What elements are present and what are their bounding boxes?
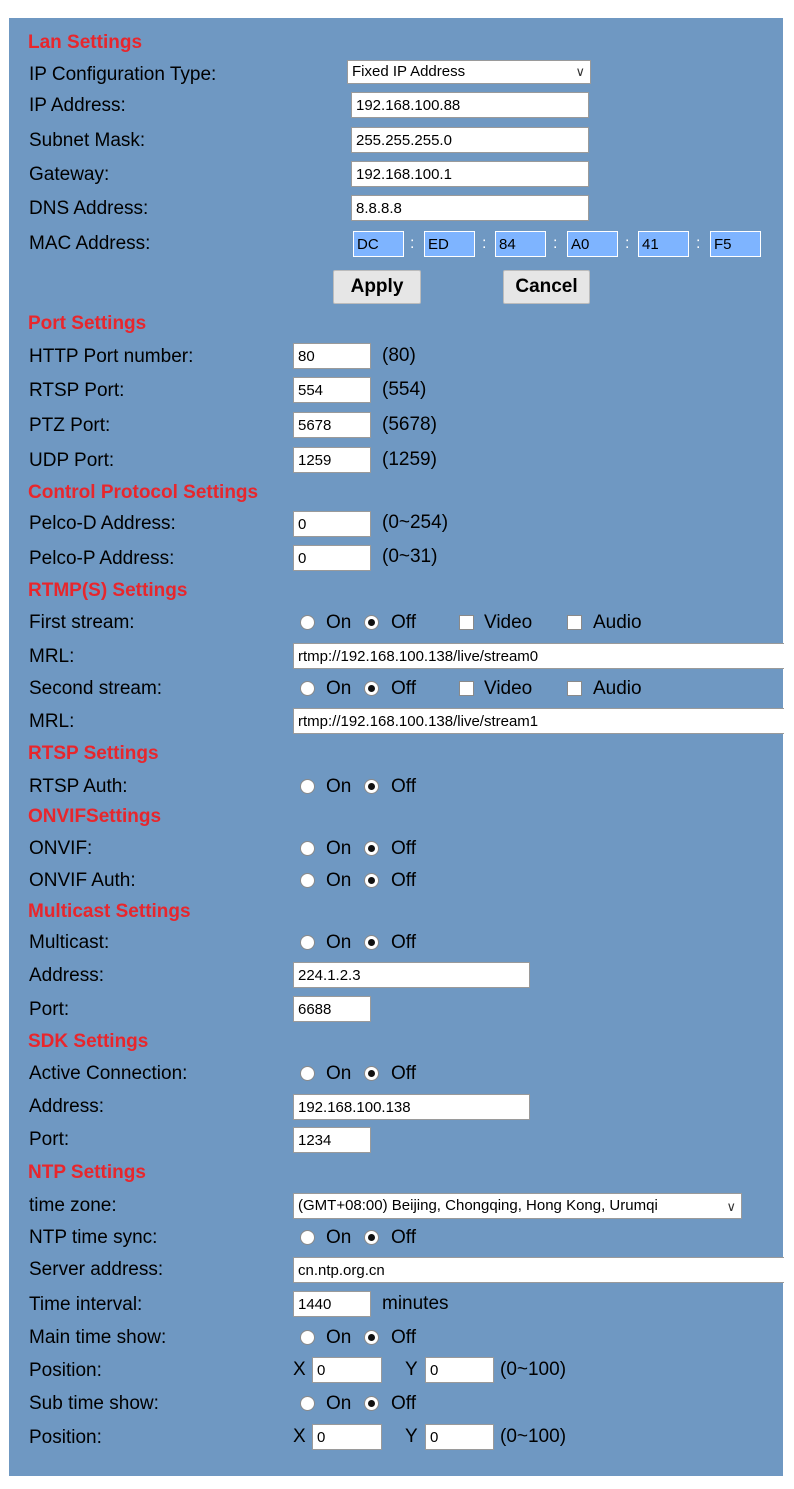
active-connection-off-radio[interactable] (364, 1066, 379, 1081)
chevron-down-icon: ∨ (726, 1199, 736, 1214)
second-stream-off-radio[interactable] (364, 681, 379, 696)
dns-address-input[interactable] (351, 195, 589, 221)
http-port-default: (80) (382, 345, 416, 366)
sdk-port-label: Port: (29, 1129, 70, 1150)
mrl-first-stream-input[interactable] (293, 643, 784, 669)
sub-time-show-label: Sub time show: (29, 1393, 159, 1414)
mac-separator: : (553, 235, 558, 252)
rtsp-port-label: RTSP Port: (29, 380, 125, 401)
main-position-range: (0~100) (500, 1359, 567, 1380)
main-position-y-input[interactable] (425, 1357, 494, 1383)
multicast-on-radio[interactable] (300, 935, 315, 950)
control-protocol-title: Control Protocol Settings (28, 482, 259, 503)
radio-on-label: On (326, 932, 352, 953)
mac-octet-3[interactable] (495, 231, 546, 257)
audio-label: Audio (593, 612, 642, 633)
apply-button[interactable]: Apply (333, 270, 421, 304)
ptz-port-default: (5678) (382, 414, 437, 435)
second-stream-audio-checkbox[interactable] (567, 681, 582, 696)
server-address-input[interactable] (293, 1257, 784, 1283)
radio-on-label: On (326, 1393, 352, 1414)
mrl-label: MRL: (29, 646, 75, 667)
pelco-p-range: (0~31) (382, 546, 438, 567)
sdk-address-input[interactable] (293, 1094, 530, 1120)
radio-off-label: Off (391, 678, 416, 699)
mac-separator: : (410, 235, 415, 252)
radio-off-label: Off (391, 838, 416, 859)
udp-port-default: (1259) (382, 449, 437, 470)
rtsp-auth-off-radio[interactable] (364, 779, 379, 794)
main-position-label: Position: (29, 1360, 102, 1381)
mac-octet-1[interactable] (353, 231, 404, 257)
radio-off-label: Off (391, 1063, 416, 1084)
sub-position-y-input[interactable] (425, 1424, 494, 1450)
onvif-on-radio[interactable] (300, 841, 315, 856)
sub-position-range: (0~100) (500, 1426, 567, 1447)
ntp-sync-off-radio[interactable] (364, 1230, 379, 1245)
radio-on-label: On (326, 612, 352, 633)
onvif-auth-off-radio[interactable] (364, 873, 379, 888)
ip-config-type-value: Fixed IP Address (352, 63, 466, 80)
chevron-down-icon: ∨ (575, 64, 585, 79)
multicast-settings-title: Multicast Settings (28, 901, 191, 922)
multicast-port-input[interactable] (293, 996, 371, 1022)
udp-port-input[interactable] (293, 447, 371, 473)
main-time-show-label: Main time show: (29, 1327, 167, 1348)
first-stream-label: First stream: (29, 612, 135, 633)
x-label: X (293, 1359, 306, 1380)
radio-on-label: On (326, 1063, 352, 1084)
sub-time-show-on-radio[interactable] (300, 1396, 315, 1411)
mac-octet-4[interactable] (567, 231, 618, 257)
time-zone-label: time zone: (29, 1195, 117, 1216)
dns-address-label: DNS Address: (29, 198, 149, 219)
rtsp-settings-title: RTSP Settings (28, 743, 159, 764)
time-interval-unit: minutes (382, 1293, 449, 1314)
radio-off-label: Off (391, 932, 416, 953)
onvif-auth-on-radio[interactable] (300, 873, 315, 888)
rtsp-port-default: (554) (382, 379, 427, 400)
time-interval-label: Time interval: (29, 1294, 143, 1315)
radio-on-label: On (326, 838, 352, 859)
pelco-p-input[interactable] (293, 545, 371, 571)
radio-off-label: Off (391, 1393, 416, 1414)
rtsp-auth-on-radio[interactable] (300, 779, 315, 794)
ip-address-label: IP Address: (29, 95, 126, 116)
mac-octet-6[interactable] (710, 231, 761, 257)
main-time-show-on-radio[interactable] (300, 1330, 315, 1345)
cancel-button[interactable]: Cancel (503, 270, 590, 304)
radio-off-label: Off (391, 870, 416, 891)
rtsp-port-input[interactable] (293, 377, 371, 403)
main-position-x-input[interactable] (312, 1357, 382, 1383)
ntp-settings-title: NTP Settings (28, 1162, 146, 1183)
first-stream-audio-checkbox[interactable] (567, 615, 582, 630)
sub-position-x-input[interactable] (312, 1424, 382, 1450)
sub-position-label: Position: (29, 1427, 102, 1448)
ptz-port-label: PTZ Port: (29, 415, 111, 436)
audio-label: Audio (593, 678, 642, 699)
mrl-label: MRL: (29, 711, 75, 732)
radio-on-label: On (326, 1327, 352, 1348)
video-label: Video (484, 612, 533, 633)
radio-on-label: On (326, 776, 352, 797)
ip-config-type-select[interactable] (347, 60, 591, 84)
first-stream-on-radio[interactable] (300, 615, 315, 630)
sdk-port-input[interactable] (293, 1127, 371, 1153)
multicast-label: Multicast: (29, 932, 110, 953)
time-interval-input[interactable] (293, 1291, 371, 1317)
ntp-sync-on-radio[interactable] (300, 1230, 315, 1245)
http-port-label: HTTP Port number: (29, 346, 194, 367)
rtmp-settings-title: RTMP(S) Settings (28, 580, 188, 601)
port-settings-title: Port Settings (28, 313, 147, 334)
mac-address-label: MAC Address: (29, 233, 151, 254)
mac-separator: : (696, 235, 701, 252)
sub-time-show-off-radio[interactable] (364, 1396, 379, 1411)
pelco-p-label: Pelco-P Address: (29, 548, 175, 569)
first-stream-off-radio[interactable] (364, 615, 379, 630)
main-time-show-off-radio[interactable] (364, 1330, 379, 1345)
second-stream-label: Second stream: (29, 678, 163, 699)
sdk-address-label: Address: (29, 1096, 104, 1117)
time-zone-value: (GMT+08:00) Beijing, Chongqing, Hong Kong, Urumqi (298, 1197, 658, 1214)
radio-off-label: Off (391, 1227, 416, 1248)
pelco-d-input[interactable] (293, 511, 371, 537)
onvif-off-radio[interactable] (364, 841, 379, 856)
radio-off-label: Off (391, 612, 416, 633)
mac-octet-5[interactable] (638, 231, 689, 257)
mac-octet-2[interactable] (424, 231, 475, 257)
onvif-label: ONVIF: (29, 838, 93, 859)
subnet-mask-label: Subnet Mask: (29, 130, 146, 151)
video-label: Video (484, 678, 533, 699)
second-stream-video-checkbox[interactable] (459, 681, 474, 696)
onvif-auth-label: ONVIF Auth: (29, 870, 136, 891)
active-connection-label: Active Connection: (29, 1063, 188, 1084)
udp-port-label: UDP Port: (29, 450, 115, 471)
sdk-settings-title: SDK Settings (28, 1031, 149, 1052)
subnet-mask-input[interactable] (351, 127, 589, 153)
ip-address-input[interactable] (351, 92, 589, 118)
ntp-time-sync-label: NTP time sync: (29, 1227, 158, 1248)
first-stream-video-checkbox[interactable] (459, 615, 474, 630)
rtsp-auth-label: RTSP Auth: (29, 776, 128, 797)
mac-separator: : (625, 235, 630, 252)
gateway-label: Gateway: (29, 164, 110, 185)
second-stream-on-radio[interactable] (300, 681, 315, 696)
multicast-port-label: Port: (29, 999, 70, 1020)
onvif-settings-title: ONVIFSettings (28, 806, 162, 827)
radio-on-label: On (326, 1227, 352, 1248)
time-zone-select[interactable] (293, 1193, 742, 1219)
radio-off-label: Off (391, 776, 416, 797)
radio-off-label: Off (391, 1327, 416, 1348)
lan-settings-title: Lan Settings (28, 32, 143, 53)
y-label: Y (405, 1359, 418, 1380)
y-label: Y (405, 1426, 418, 1447)
multicast-address-label: Address: (29, 965, 104, 986)
radio-on-label: On (326, 870, 352, 891)
active-connection-on-radio[interactable] (300, 1066, 315, 1081)
x-label: X (293, 1426, 306, 1447)
pelco-d-range: (0~254) (382, 512, 449, 533)
radio-on-label: On (326, 678, 352, 699)
pelco-d-label: Pelco-D Address: (29, 513, 176, 534)
server-address-label: Server address: (29, 1259, 164, 1280)
multicast-address-input[interactable] (293, 962, 530, 988)
mac-separator: : (482, 235, 487, 252)
mrl-second-stream-input[interactable] (293, 708, 784, 734)
ptz-port-input[interactable] (293, 412, 371, 438)
gateway-input[interactable] (351, 161, 589, 187)
ip-config-type-label: IP Configuration Type: (29, 64, 217, 85)
multicast-off-radio[interactable] (364, 935, 379, 950)
http-port-input[interactable] (293, 343, 371, 369)
